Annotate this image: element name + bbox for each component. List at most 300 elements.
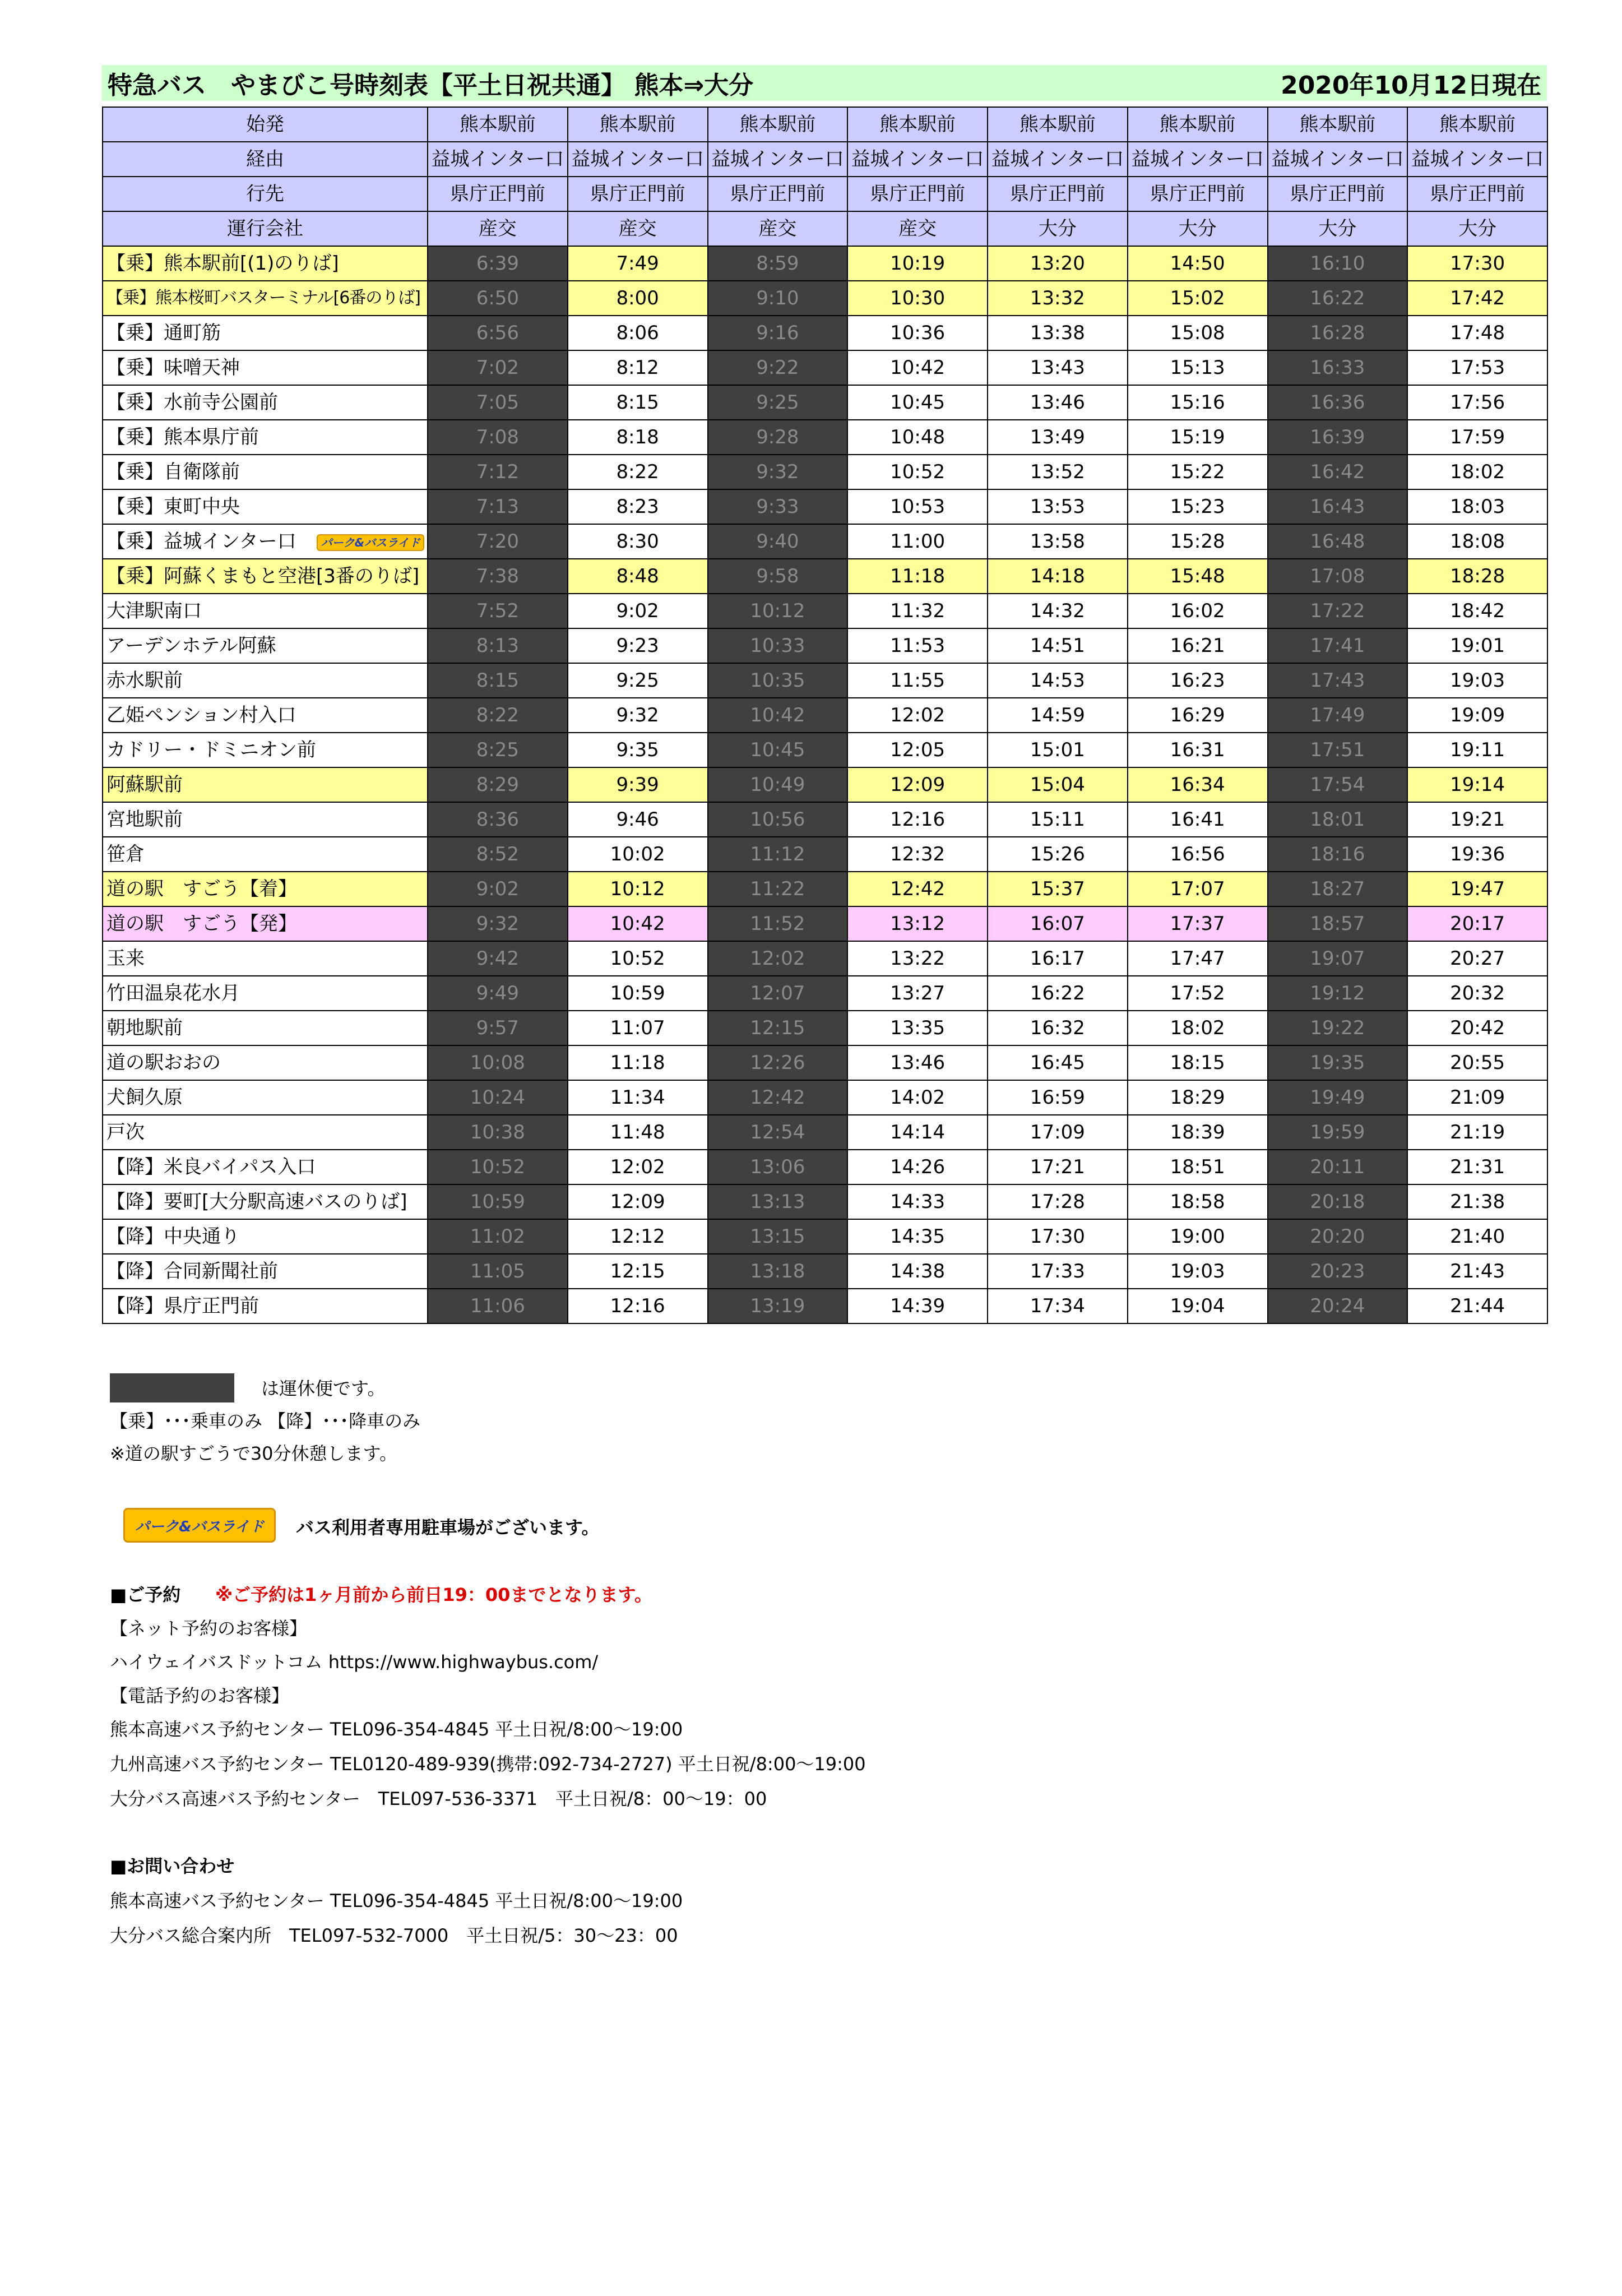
time-cell: 11:52 bbox=[708, 906, 848, 941]
suspended-note: は運休便です。 bbox=[261, 1378, 386, 1399]
time-cell: 16:32 bbox=[988, 1011, 1128, 1045]
reservation-warning: ※ご予約は1ヶ月前から前日19：00までとなります。 bbox=[215, 1584, 652, 1605]
stop-row bbox=[103, 420, 1547, 455]
time-cell: 10:42 bbox=[568, 906, 708, 941]
time-cell: 11:06 bbox=[428, 1289, 568, 1323]
time-cell: 8:06 bbox=[568, 316, 708, 350]
header-row bbox=[103, 211, 1547, 246]
time-cell: 8:22 bbox=[568, 455, 708, 489]
stop-name-cell bbox=[103, 1045, 428, 1080]
time-cell: 20:23 bbox=[1268, 1254, 1408, 1289]
header-cell: 益城インター口 bbox=[428, 142, 568, 177]
time-cell: 11:02 bbox=[428, 1219, 568, 1254]
time-cell: 14:38 bbox=[847, 1254, 988, 1289]
time-cell: 13:46 bbox=[988, 385, 1128, 420]
header-cell: 熊本駅前 bbox=[1407, 107, 1547, 142]
time-cell: 16:22 bbox=[988, 976, 1128, 1011]
time-cell: 16:36 bbox=[1268, 385, 1408, 420]
time-cell: 16:23 bbox=[1128, 663, 1268, 698]
net-reservation-link[interactable]: ハイウェイバスドットコム https://www.highwaybus.com/ bbox=[110, 1651, 599, 1673]
time-cell: 12:16 bbox=[847, 802, 988, 837]
time-cell: 12:02 bbox=[847, 698, 988, 733]
time-cell: 13:43 bbox=[988, 350, 1128, 385]
stop-name-cell bbox=[103, 872, 428, 906]
time-cell: 15:01 bbox=[988, 733, 1128, 767]
stop-name: 竹田温泉花水月 bbox=[106, 982, 240, 1004]
stop-row bbox=[103, 594, 1547, 628]
time-cell: 13:52 bbox=[988, 455, 1128, 489]
time-cell: 19:04 bbox=[1128, 1289, 1268, 1323]
park-and-ride-mini-badge: パーク&バスライド bbox=[317, 534, 425, 551]
time-cell: 8:36 bbox=[428, 802, 568, 837]
time-cell: 17:30 bbox=[988, 1219, 1128, 1254]
time-cell: 19:07 bbox=[1268, 941, 1408, 976]
header-cell: 県庁正門前 bbox=[1268, 177, 1408, 211]
as-of-date: 2020年10月12日現在 bbox=[1281, 71, 1541, 100]
time-cell: 14:26 bbox=[847, 1150, 988, 1184]
time-cell: 12:32 bbox=[847, 837, 988, 872]
time-cell: 8:15 bbox=[428, 663, 568, 698]
stop-name: 阿蘇駅前 bbox=[106, 774, 183, 796]
time-cell: 9:32 bbox=[568, 698, 708, 733]
time-cell: 16:59 bbox=[988, 1080, 1128, 1115]
time-cell: 20:24 bbox=[1268, 1289, 1408, 1323]
time-cell: 7:13 bbox=[428, 489, 568, 524]
header-cell: 益城インター口 bbox=[988, 142, 1128, 177]
time-cell: 12:09 bbox=[847, 767, 988, 802]
stop-name: 【乗】阿蘇くまもと空港[3番のりば] bbox=[106, 565, 420, 587]
time-cell: 19:03 bbox=[1128, 1254, 1268, 1289]
stop-name: 【乗】味噌天神 bbox=[106, 357, 240, 379]
header-cell: 産交 bbox=[847, 211, 988, 246]
time-cell: 18:29 bbox=[1128, 1080, 1268, 1115]
time-cell: 9:02 bbox=[428, 872, 568, 906]
time-cell: 13:12 bbox=[847, 906, 988, 941]
header-cell: 熊本駅前 bbox=[847, 107, 988, 142]
stop-name: 【降】中央通り bbox=[106, 1225, 240, 1248]
time-cell: 7:05 bbox=[428, 385, 568, 420]
stop-row bbox=[103, 628, 1547, 663]
time-cell: 14:50 bbox=[1128, 246, 1268, 281]
time-cell: 10:52 bbox=[847, 455, 988, 489]
time-cell: 9:40 bbox=[708, 524, 848, 559]
stop-name: 【降】合同新聞社前 bbox=[106, 1260, 278, 1283]
stop-name-cell bbox=[103, 976, 428, 1011]
time-cell: 7:49 bbox=[568, 246, 708, 281]
time-cell: 17:47 bbox=[1128, 941, 1268, 976]
time-cell: 11:48 bbox=[568, 1115, 708, 1150]
time-cell: 8:30 bbox=[568, 524, 708, 559]
time-cell: 20:17 bbox=[1407, 906, 1547, 941]
contact-heading: ■お問い合わせ bbox=[110, 1855, 235, 1877]
time-cell: 15:04 bbox=[988, 767, 1128, 802]
header-cell: 県庁正門前 bbox=[568, 177, 708, 211]
time-cell: 9:58 bbox=[708, 559, 848, 594]
time-cell: 11:05 bbox=[428, 1254, 568, 1289]
time-cell: 17:49 bbox=[1268, 698, 1408, 733]
stop-name: 犬飼久原 bbox=[106, 1086, 183, 1109]
time-cell: 15:48 bbox=[1128, 559, 1268, 594]
time-cell: 8:25 bbox=[428, 733, 568, 767]
time-cell: 13:35 bbox=[847, 1011, 988, 1045]
time-cell: 16:29 bbox=[1128, 698, 1268, 733]
stop-row bbox=[103, 524, 1547, 559]
time-cell: 18:58 bbox=[1128, 1184, 1268, 1219]
time-cell: 8:18 bbox=[568, 420, 708, 455]
stop-name: 【乗】自衛隊前 bbox=[106, 461, 240, 483]
time-cell: 11:18 bbox=[847, 559, 988, 594]
time-cell: 14:51 bbox=[988, 628, 1128, 663]
time-cell: 10:48 bbox=[847, 420, 988, 455]
header-cell: 県庁正門前 bbox=[428, 177, 568, 211]
time-cell: 10:33 bbox=[708, 628, 848, 663]
time-cell: 10:59 bbox=[428, 1184, 568, 1219]
time-cell: 9:28 bbox=[708, 420, 848, 455]
stop-row bbox=[103, 350, 1547, 385]
time-cell: 14:39 bbox=[847, 1289, 988, 1323]
time-cell: 18:02 bbox=[1128, 1011, 1268, 1045]
time-cell: 10:42 bbox=[847, 350, 988, 385]
header-cell: 益城インター口 bbox=[1128, 142, 1268, 177]
time-cell: 14:59 bbox=[988, 698, 1128, 733]
time-cell: 11:00 bbox=[847, 524, 988, 559]
timetable-body bbox=[103, 107, 1547, 1323]
time-cell: 9:25 bbox=[568, 663, 708, 698]
stop-row bbox=[103, 976, 1547, 1011]
time-cell: 10:52 bbox=[568, 941, 708, 976]
time-cell: 15:23 bbox=[1128, 489, 1268, 524]
stop-name-cell bbox=[103, 906, 428, 941]
header-label: 行先 bbox=[103, 177, 428, 211]
stop-name-cell bbox=[103, 1011, 428, 1045]
time-cell: 10:49 bbox=[708, 767, 848, 802]
time-cell: 13:53 bbox=[988, 489, 1128, 524]
time-cell: 8:12 bbox=[568, 350, 708, 385]
time-cell: 9:25 bbox=[708, 385, 848, 420]
stop-name: 【乗】東町中央 bbox=[106, 496, 240, 518]
time-cell: 13:27 bbox=[847, 976, 988, 1011]
time-cell: 7:12 bbox=[428, 455, 568, 489]
time-cell: 16:34 bbox=[1128, 767, 1268, 802]
time-cell: 18:27 bbox=[1268, 872, 1408, 906]
stop-name-cell bbox=[103, 385, 428, 420]
time-cell: 6:50 bbox=[428, 281, 568, 316]
stop-name-cell bbox=[103, 698, 428, 733]
time-cell: 15:02 bbox=[1128, 281, 1268, 316]
stop-name-cell bbox=[103, 663, 428, 698]
time-cell: 20:18 bbox=[1268, 1184, 1408, 1219]
time-cell: 14:35 bbox=[847, 1219, 988, 1254]
time-cell: 13:15 bbox=[708, 1219, 848, 1254]
stop-name-cell bbox=[103, 628, 428, 663]
stop-row bbox=[103, 1184, 1547, 1219]
time-cell: 12:16 bbox=[568, 1289, 708, 1323]
time-cell: 21:31 bbox=[1407, 1150, 1547, 1184]
time-cell: 15:37 bbox=[988, 872, 1128, 906]
time-cell: 17:22 bbox=[1268, 594, 1408, 628]
time-cell: 9:33 bbox=[708, 489, 848, 524]
stop-row bbox=[103, 1115, 1547, 1150]
stop-row bbox=[103, 385, 1547, 420]
time-cell: 7:08 bbox=[428, 420, 568, 455]
contact-oita: 大分バス総合案内所 TEL097-532-7000 平土日祝/5：30～23：00 bbox=[110, 1925, 678, 1946]
time-cell: 10:24 bbox=[428, 1080, 568, 1115]
stop-name: カドリー・ドミニオン前 bbox=[106, 739, 316, 761]
time-cell: 19:36 bbox=[1407, 837, 1547, 872]
tel-reservation-kyushu: 九州高速バス予約センター TEL0120-489-939(携帯:092-734-2727) 平土日祝/8:00～19:00 bbox=[110, 1753, 866, 1775]
time-cell: 11:34 bbox=[568, 1080, 708, 1115]
time-cell: 8:48 bbox=[568, 559, 708, 594]
time-cell: 13:38 bbox=[988, 316, 1128, 350]
stop-name-cell bbox=[103, 594, 428, 628]
time-cell: 9:22 bbox=[708, 350, 848, 385]
stop-row bbox=[103, 1011, 1547, 1045]
time-cell: 16:07 bbox=[988, 906, 1128, 941]
time-cell: 19:12 bbox=[1268, 976, 1408, 1011]
time-cell: 7:52 bbox=[428, 594, 568, 628]
time-cell: 17:34 bbox=[988, 1289, 1128, 1323]
time-cell: 11:07 bbox=[568, 1011, 708, 1045]
time-cell: 13:18 bbox=[708, 1254, 848, 1289]
stop-name: 道の駅 すごう【発】 bbox=[106, 913, 297, 935]
header-cell: 大分 bbox=[1407, 211, 1547, 246]
stop-name: 【降】米良バイパス入口 bbox=[106, 1156, 316, 1178]
time-cell: 8:52 bbox=[428, 837, 568, 872]
stop-row bbox=[103, 906, 1547, 941]
page-title: 特急バス やまびこ号時刻表【平土日祝共通】 熊本⇒大分 bbox=[108, 71, 754, 100]
time-cell: 18:15 bbox=[1128, 1045, 1268, 1080]
time-cell: 16:02 bbox=[1128, 594, 1268, 628]
time-cell: 13:19 bbox=[708, 1289, 848, 1323]
time-cell: 9:57 bbox=[428, 1011, 568, 1045]
time-cell: 17:54 bbox=[1268, 767, 1408, 802]
stop-name: 赤水駅前 bbox=[106, 669, 183, 692]
time-cell: 9:10 bbox=[708, 281, 848, 316]
time-cell: 10:36 bbox=[847, 316, 988, 350]
time-cell: 18:16 bbox=[1268, 837, 1408, 872]
stop-name: 【乗】通町筋 bbox=[106, 322, 221, 344]
time-cell: 10:12 bbox=[568, 872, 708, 906]
time-cell: 10:35 bbox=[708, 663, 848, 698]
time-cell: 17:48 bbox=[1407, 316, 1547, 350]
header-cell: 産交 bbox=[568, 211, 708, 246]
reservation-heading: ■ご予約 bbox=[110, 1584, 181, 1605]
stop-name-cell bbox=[103, 1219, 428, 1254]
stop-row bbox=[103, 837, 1547, 872]
time-cell: 15:19 bbox=[1128, 420, 1268, 455]
header-cell: 熊本駅前 bbox=[988, 107, 1128, 142]
stop-name: 玉来 bbox=[106, 947, 145, 970]
stop-name-cell bbox=[103, 1184, 428, 1219]
stop-name-cell bbox=[103, 524, 428, 559]
stop-row bbox=[103, 489, 1547, 524]
time-cell: 11:22 bbox=[708, 872, 848, 906]
time-cell: 12:15 bbox=[568, 1254, 708, 1289]
stop-name-cell bbox=[103, 246, 428, 281]
time-cell: 16:28 bbox=[1268, 316, 1408, 350]
stop-name: 【降】県庁正門前 bbox=[106, 1295, 259, 1317]
time-cell: 10:19 bbox=[847, 246, 988, 281]
time-cell: 13:46 bbox=[847, 1045, 988, 1080]
time-cell: 12:26 bbox=[708, 1045, 848, 1080]
stop-name-cell bbox=[103, 489, 428, 524]
time-cell: 12:09 bbox=[568, 1184, 708, 1219]
stop-row bbox=[103, 767, 1547, 802]
time-cell: 7:20 bbox=[428, 524, 568, 559]
time-cell: 17:59 bbox=[1407, 420, 1547, 455]
board-alight-legend: 【乗】･･･乗車のみ 【降】･･･降車のみ bbox=[110, 1410, 421, 1432]
time-cell: 9:16 bbox=[708, 316, 848, 350]
time-cell: 8:22 bbox=[428, 698, 568, 733]
header-cell: 益城インター口 bbox=[708, 142, 848, 177]
time-cell: 17:41 bbox=[1268, 628, 1408, 663]
time-cell: 18:51 bbox=[1128, 1150, 1268, 1184]
time-cell: 10:59 bbox=[568, 976, 708, 1011]
header-cell: 益城インター口 bbox=[1268, 142, 1408, 177]
time-cell: 13:22 bbox=[847, 941, 988, 976]
header-cell: 県庁正門前 bbox=[847, 177, 988, 211]
park-and-ride-badge: パーク&バスライド bbox=[123, 1508, 276, 1543]
stop-row bbox=[103, 1045, 1547, 1080]
stop-name-cell bbox=[103, 733, 428, 767]
time-cell: 8:00 bbox=[568, 281, 708, 316]
time-cell: 20:42 bbox=[1407, 1011, 1547, 1045]
stop-name: 戸次 bbox=[106, 1121, 145, 1144]
time-cell: 16:45 bbox=[988, 1045, 1128, 1080]
time-cell: 10:02 bbox=[568, 837, 708, 872]
time-cell: 16:42 bbox=[1268, 455, 1408, 489]
time-cell: 11:53 bbox=[847, 628, 988, 663]
time-cell: 9:39 bbox=[568, 767, 708, 802]
time-cell: 11:32 bbox=[847, 594, 988, 628]
header-cell: 益城インター口 bbox=[847, 142, 988, 177]
time-cell: 10:12 bbox=[708, 594, 848, 628]
time-cell: 13:49 bbox=[988, 420, 1128, 455]
stop-name: 【乗】熊本桜町バスターミナル[6番のりば] bbox=[106, 288, 420, 308]
time-cell: 15:16 bbox=[1128, 385, 1268, 420]
time-cell: 16:41 bbox=[1128, 802, 1268, 837]
time-cell: 17:28 bbox=[988, 1184, 1128, 1219]
stop-name-cell bbox=[103, 350, 428, 385]
time-cell: 10:52 bbox=[428, 1150, 568, 1184]
time-cell: 19:09 bbox=[1407, 698, 1547, 733]
header-cell: 益城インター口 bbox=[1407, 142, 1547, 177]
time-cell: 13:58 bbox=[988, 524, 1128, 559]
time-cell: 18:42 bbox=[1407, 594, 1547, 628]
stop-name: 宮地駅前 bbox=[106, 808, 183, 831]
title-bar bbox=[102, 65, 1547, 101]
time-cell: 14:33 bbox=[847, 1184, 988, 1219]
stop-name: 【乗】水前寺公園前 bbox=[106, 391, 278, 414]
header-cell: 県庁正門前 bbox=[988, 177, 1128, 211]
time-cell: 20:55 bbox=[1407, 1045, 1547, 1080]
time-cell: 10:45 bbox=[708, 733, 848, 767]
time-cell: 8:23 bbox=[568, 489, 708, 524]
stop-name-cell bbox=[103, 837, 428, 872]
tel-reservation-kumamoto: 熊本高速バス予約センター TEL096-354-4845 平土日祝/8:00～19:00 bbox=[110, 1719, 683, 1740]
time-cell: 10:56 bbox=[708, 802, 848, 837]
time-cell: 19:00 bbox=[1128, 1219, 1268, 1254]
stop-name-cell bbox=[103, 1289, 428, 1323]
tel-reservation-heading: 【電話予約のお客様】 bbox=[110, 1685, 290, 1706]
stop-name: 道の駅 すごう【着】 bbox=[106, 878, 297, 900]
header-cell: 熊本駅前 bbox=[1268, 107, 1408, 142]
stop-name-cell bbox=[103, 559, 428, 594]
stop-name-cell bbox=[103, 455, 428, 489]
stop-name-cell bbox=[103, 1115, 428, 1150]
header-cell: 大分 bbox=[988, 211, 1128, 246]
header-row bbox=[103, 107, 1547, 142]
time-cell: 18:01 bbox=[1268, 802, 1408, 837]
header-cell: 熊本駅前 bbox=[708, 107, 848, 142]
time-cell: 12:15 bbox=[708, 1011, 848, 1045]
time-cell: 16:22 bbox=[1268, 281, 1408, 316]
header-cell: 県庁正門前 bbox=[1128, 177, 1268, 211]
time-cell: 17:08 bbox=[1268, 559, 1408, 594]
stop-name-cell bbox=[103, 1080, 428, 1115]
time-cell: 14:53 bbox=[988, 663, 1128, 698]
time-cell: 21:09 bbox=[1407, 1080, 1547, 1115]
time-cell: 15:13 bbox=[1128, 350, 1268, 385]
header-cell: 産交 bbox=[428, 211, 568, 246]
time-cell: 10:45 bbox=[847, 385, 988, 420]
rest-note: ※道の駅すごうで30分休憩します。 bbox=[110, 1443, 397, 1464]
header-row bbox=[103, 142, 1547, 177]
time-cell: 19:47 bbox=[1407, 872, 1547, 906]
time-cell: 13:20 bbox=[988, 246, 1128, 281]
time-cell: 19:03 bbox=[1407, 663, 1547, 698]
time-cell: 13:32 bbox=[988, 281, 1128, 316]
time-cell: 9:02 bbox=[568, 594, 708, 628]
time-cell: 17:37 bbox=[1128, 906, 1268, 941]
time-cell: 16:31 bbox=[1128, 733, 1268, 767]
header-cell: 県庁正門前 bbox=[1407, 177, 1547, 211]
time-cell: 15:08 bbox=[1128, 316, 1268, 350]
time-cell: 14:14 bbox=[847, 1115, 988, 1150]
time-cell: 19:01 bbox=[1407, 628, 1547, 663]
stop-name: 乙姫ペンション村入口 bbox=[106, 704, 296, 726]
stop-row bbox=[103, 1289, 1547, 1323]
time-cell: 19:35 bbox=[1268, 1045, 1408, 1080]
time-cell: 9:35 bbox=[568, 733, 708, 767]
time-cell: 9:32 bbox=[428, 906, 568, 941]
header-cell: 熊本駅前 bbox=[1128, 107, 1268, 142]
time-cell: 16:10 bbox=[1268, 246, 1408, 281]
stop-name: 【降】要町[大分駅高速バスのりば] bbox=[106, 1191, 407, 1213]
stop-row bbox=[103, 733, 1547, 767]
stop-name: 朝地駅前 bbox=[106, 1017, 183, 1039]
time-cell: 18:39 bbox=[1128, 1115, 1268, 1150]
time-cell: 21:44 bbox=[1407, 1289, 1547, 1323]
stop-name: 【乗】益城インター口 bbox=[106, 530, 296, 553]
time-cell: 9:42 bbox=[428, 941, 568, 976]
stop-name: 笹倉 bbox=[106, 843, 145, 865]
time-cell: 16:48 bbox=[1268, 524, 1408, 559]
time-cell: 19:22 bbox=[1268, 1011, 1408, 1045]
time-cell: 11:55 bbox=[847, 663, 988, 698]
time-cell: 16:17 bbox=[988, 941, 1128, 976]
time-cell: 10:30 bbox=[847, 281, 988, 316]
time-cell: 10:38 bbox=[428, 1115, 568, 1150]
time-cell: 8:59 bbox=[708, 246, 848, 281]
stop-name-cell bbox=[103, 1150, 428, 1184]
header-cell: 大分 bbox=[1268, 211, 1408, 246]
time-cell: 17:42 bbox=[1407, 281, 1547, 316]
time-cell: 17:07 bbox=[1128, 872, 1268, 906]
time-cell: 10:08 bbox=[428, 1045, 568, 1080]
suspended-legend-swatch bbox=[110, 1373, 234, 1402]
header-label: 経由 bbox=[103, 142, 428, 177]
